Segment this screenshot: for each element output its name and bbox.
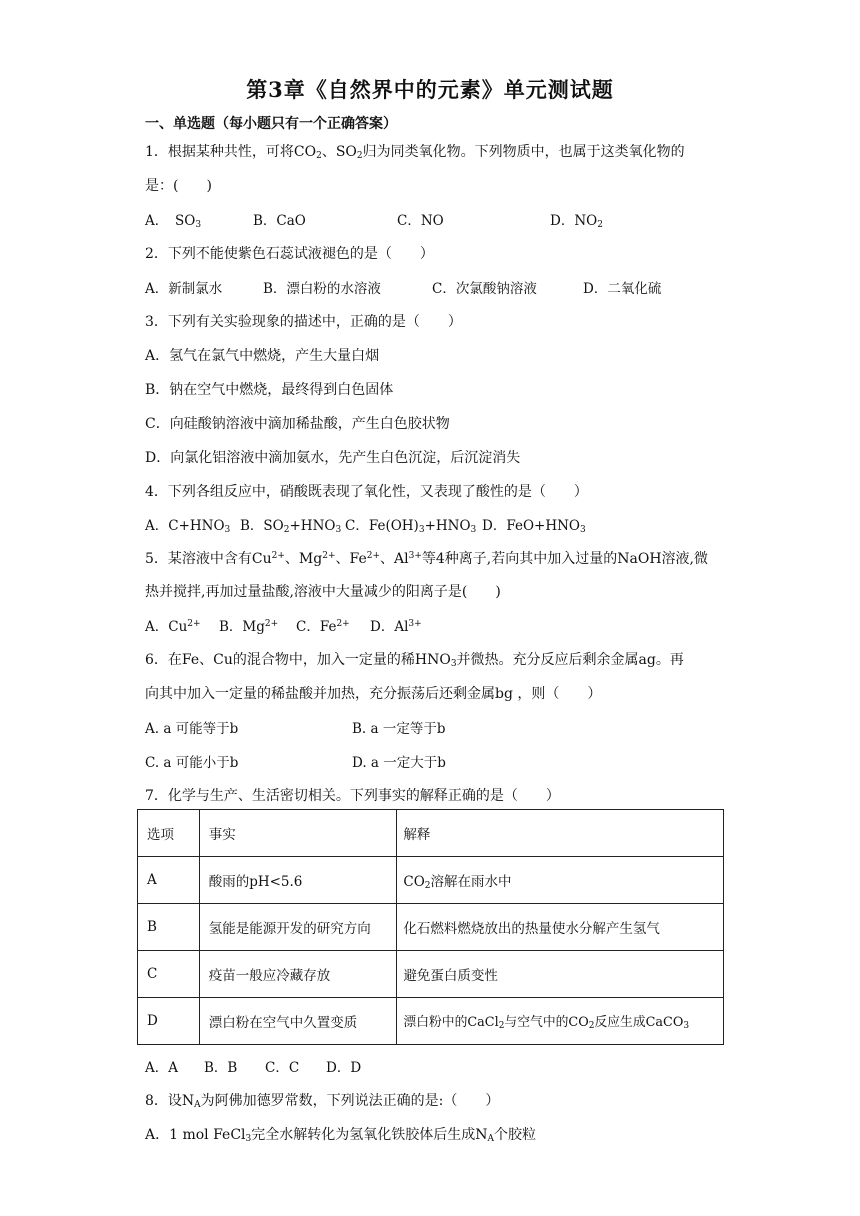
table-row <box>138 951 724 998</box>
question-5-stem: 5．某溶液中含有$Cu^{2+}$、$Mg^{2+}$、$Fe^{2+}$、$Al^{3+}$等4种离子,若向其中加入过量的NaOH溶液,微 <box>145 551 708 567</box>
question-7-option-b: B．B <box>204 1060 238 1076</box>
page-title: 第3章《自然界中的元素》单元测试题 <box>246 77 614 102</box>
question-5-option-b: B．$Mg^{2+}$ <box>219 619 279 635</box>
table-cell: 化石燃料燃烧放出的热量使水分解产生氢气 <box>397 904 724 951</box>
question-7-table <box>137 809 724 1045</box>
table-cell: D <box>138 998 200 1045</box>
question-3-option-b: B．钠在空气中燃烧，最终得到白色固体 <box>145 382 394 398</box>
question-6-option-b: B. a 一定等于b <box>352 721 446 737</box>
table-cell: 漂白粉在空气中久置变质 <box>199 998 397 1045</box>
question-6-option-c: C. a 可能小于b <box>145 755 239 771</box>
question-1-option-a: A． $SO_3$ <box>145 213 202 230</box>
question-7-option-c: C．C <box>265 1060 300 1076</box>
question-6-option-a: A. a 可能等于b <box>145 721 239 737</box>
question-4-stem: 4．下列各组反应中，硝酸既表现了氧化性，又表现了酸性的是（ ） <box>145 484 588 500</box>
table-header-row <box>138 810 724 857</box>
question-3-option-a: A．氢气在氯气中燃烧，产生大量白烟 <box>145 348 380 364</box>
question-4-option-d: D．$FeO+HNO_3$ <box>482 518 586 535</box>
question-8-stem: 8．设$N_A$为阿佛加德罗常数，下列说法正确的是:（ ） <box>145 1093 500 1110</box>
table-cell: 避免蛋白质变性 <box>397 951 724 998</box>
question-1-option-d: D．$NO_2$ <box>550 213 603 230</box>
question-2-option-c: C．次氯酸钠溶液 <box>432 281 537 297</box>
question-7-option-d: D．D <box>326 1060 362 1076</box>
table-cell: A <box>138 857 200 904</box>
question-4-option-a: A．$C+HNO_3$ <box>145 518 231 535</box>
table-row <box>138 904 724 951</box>
question-5-stem-cont: 热并搅拌,再加过量盐酸,溶液中大量减少的阳离子是( ) <box>145 584 501 600</box>
table-cell: 疫苗一般应冷藏存放 <box>199 951 397 998</box>
question-3-option-d: D．向氯化铝溶液中滴加氨水，先产生白色沉淀，后沉淀消失 <box>145 450 521 466</box>
question-4-option-c: C．$Fe(OH)_3+HNO_3$ <box>345 518 477 535</box>
question-3-stem: 3．下列有关实验现象的描述中，正确的是（ ） <box>145 314 462 330</box>
table-row <box>138 998 724 1045</box>
question-6-option-d: D. a 一定大于b <box>352 755 446 771</box>
question-5-option-c: C．$Fe^{2+}$ <box>296 619 350 635</box>
table-cell: 事实 <box>199 810 397 857</box>
table-cell: C <box>138 951 200 998</box>
question-8-option-a: A．1 mol FeCl$_3$完全水解转化为氢氧化铁胶体后生成$N_A$个胶粒 <box>145 1127 537 1144</box>
question-1-stem-cont: 是：( ) <box>145 178 212 194</box>
table-cell: 选项 <box>138 810 200 857</box>
table-cell: 氢能是能源开发的研究方向 <box>199 904 397 951</box>
table-row <box>138 857 724 904</box>
table-cell: 解释 <box>397 810 724 857</box>
question-5-option-d: D．$Al^{3+}$ <box>370 619 422 635</box>
question-1-option-b: B．CaO <box>253 213 306 229</box>
table-cell: 酸雨的pH<5.6 <box>199 857 397 904</box>
question-2-option-d: D．二氧化硫 <box>583 281 662 297</box>
table-cell: B <box>138 904 200 951</box>
section-heading: 一、单选题（每小题只有一个正确答案） <box>145 116 397 132</box>
table-cell: $CO_2$溶解在雨水中 <box>397 857 724 904</box>
question-2-option-a: A．新制氯水 <box>145 281 223 297</box>
table-cell: 漂白粉中的CaCl$_2$与空气中的$CO_2$反应生成CaCO$_3$ <box>397 998 724 1045</box>
question-6-stem-cont: 向其中加入一定量的稀盐酸并加热，充分振荡后还剩金属bg ，则（ ） <box>145 686 602 702</box>
question-2-stem: 2．下列不能使紫色石蕊试液褪色的是（ ） <box>145 246 434 262</box>
question-6-stem: 6．在Fe、Cu的混合物中，加入一定量的稀$HNO_3$并微热。充分反应后剩余金属ag。再 <box>145 652 684 669</box>
question-4-option-b: B．$SO_2+HNO_3$ <box>240 518 342 535</box>
question-7-option-a: A．A <box>145 1060 178 1076</box>
question-2-option-b: B．漂白粉的水溶液 <box>263 281 381 297</box>
question-1-stem: 1．根据某种共性，可将$CO_2$、$SO_2$归为同类氧化物。下列物质中，也属于这类氧化物的 <box>145 144 685 161</box>
question-5-option-a: A．$Cu^{2+}$ <box>145 619 201 635</box>
question-3-option-c: C．向硅酸钠溶液中滴加稀盐酸，产生白色胶状物 <box>145 416 450 432</box>
question-7-stem: 7．化学与生产、生活密切相关。下列事实的解释正确的是（ ） <box>145 788 560 804</box>
question-1-option-c: C．NO <box>397 213 444 229</box>
